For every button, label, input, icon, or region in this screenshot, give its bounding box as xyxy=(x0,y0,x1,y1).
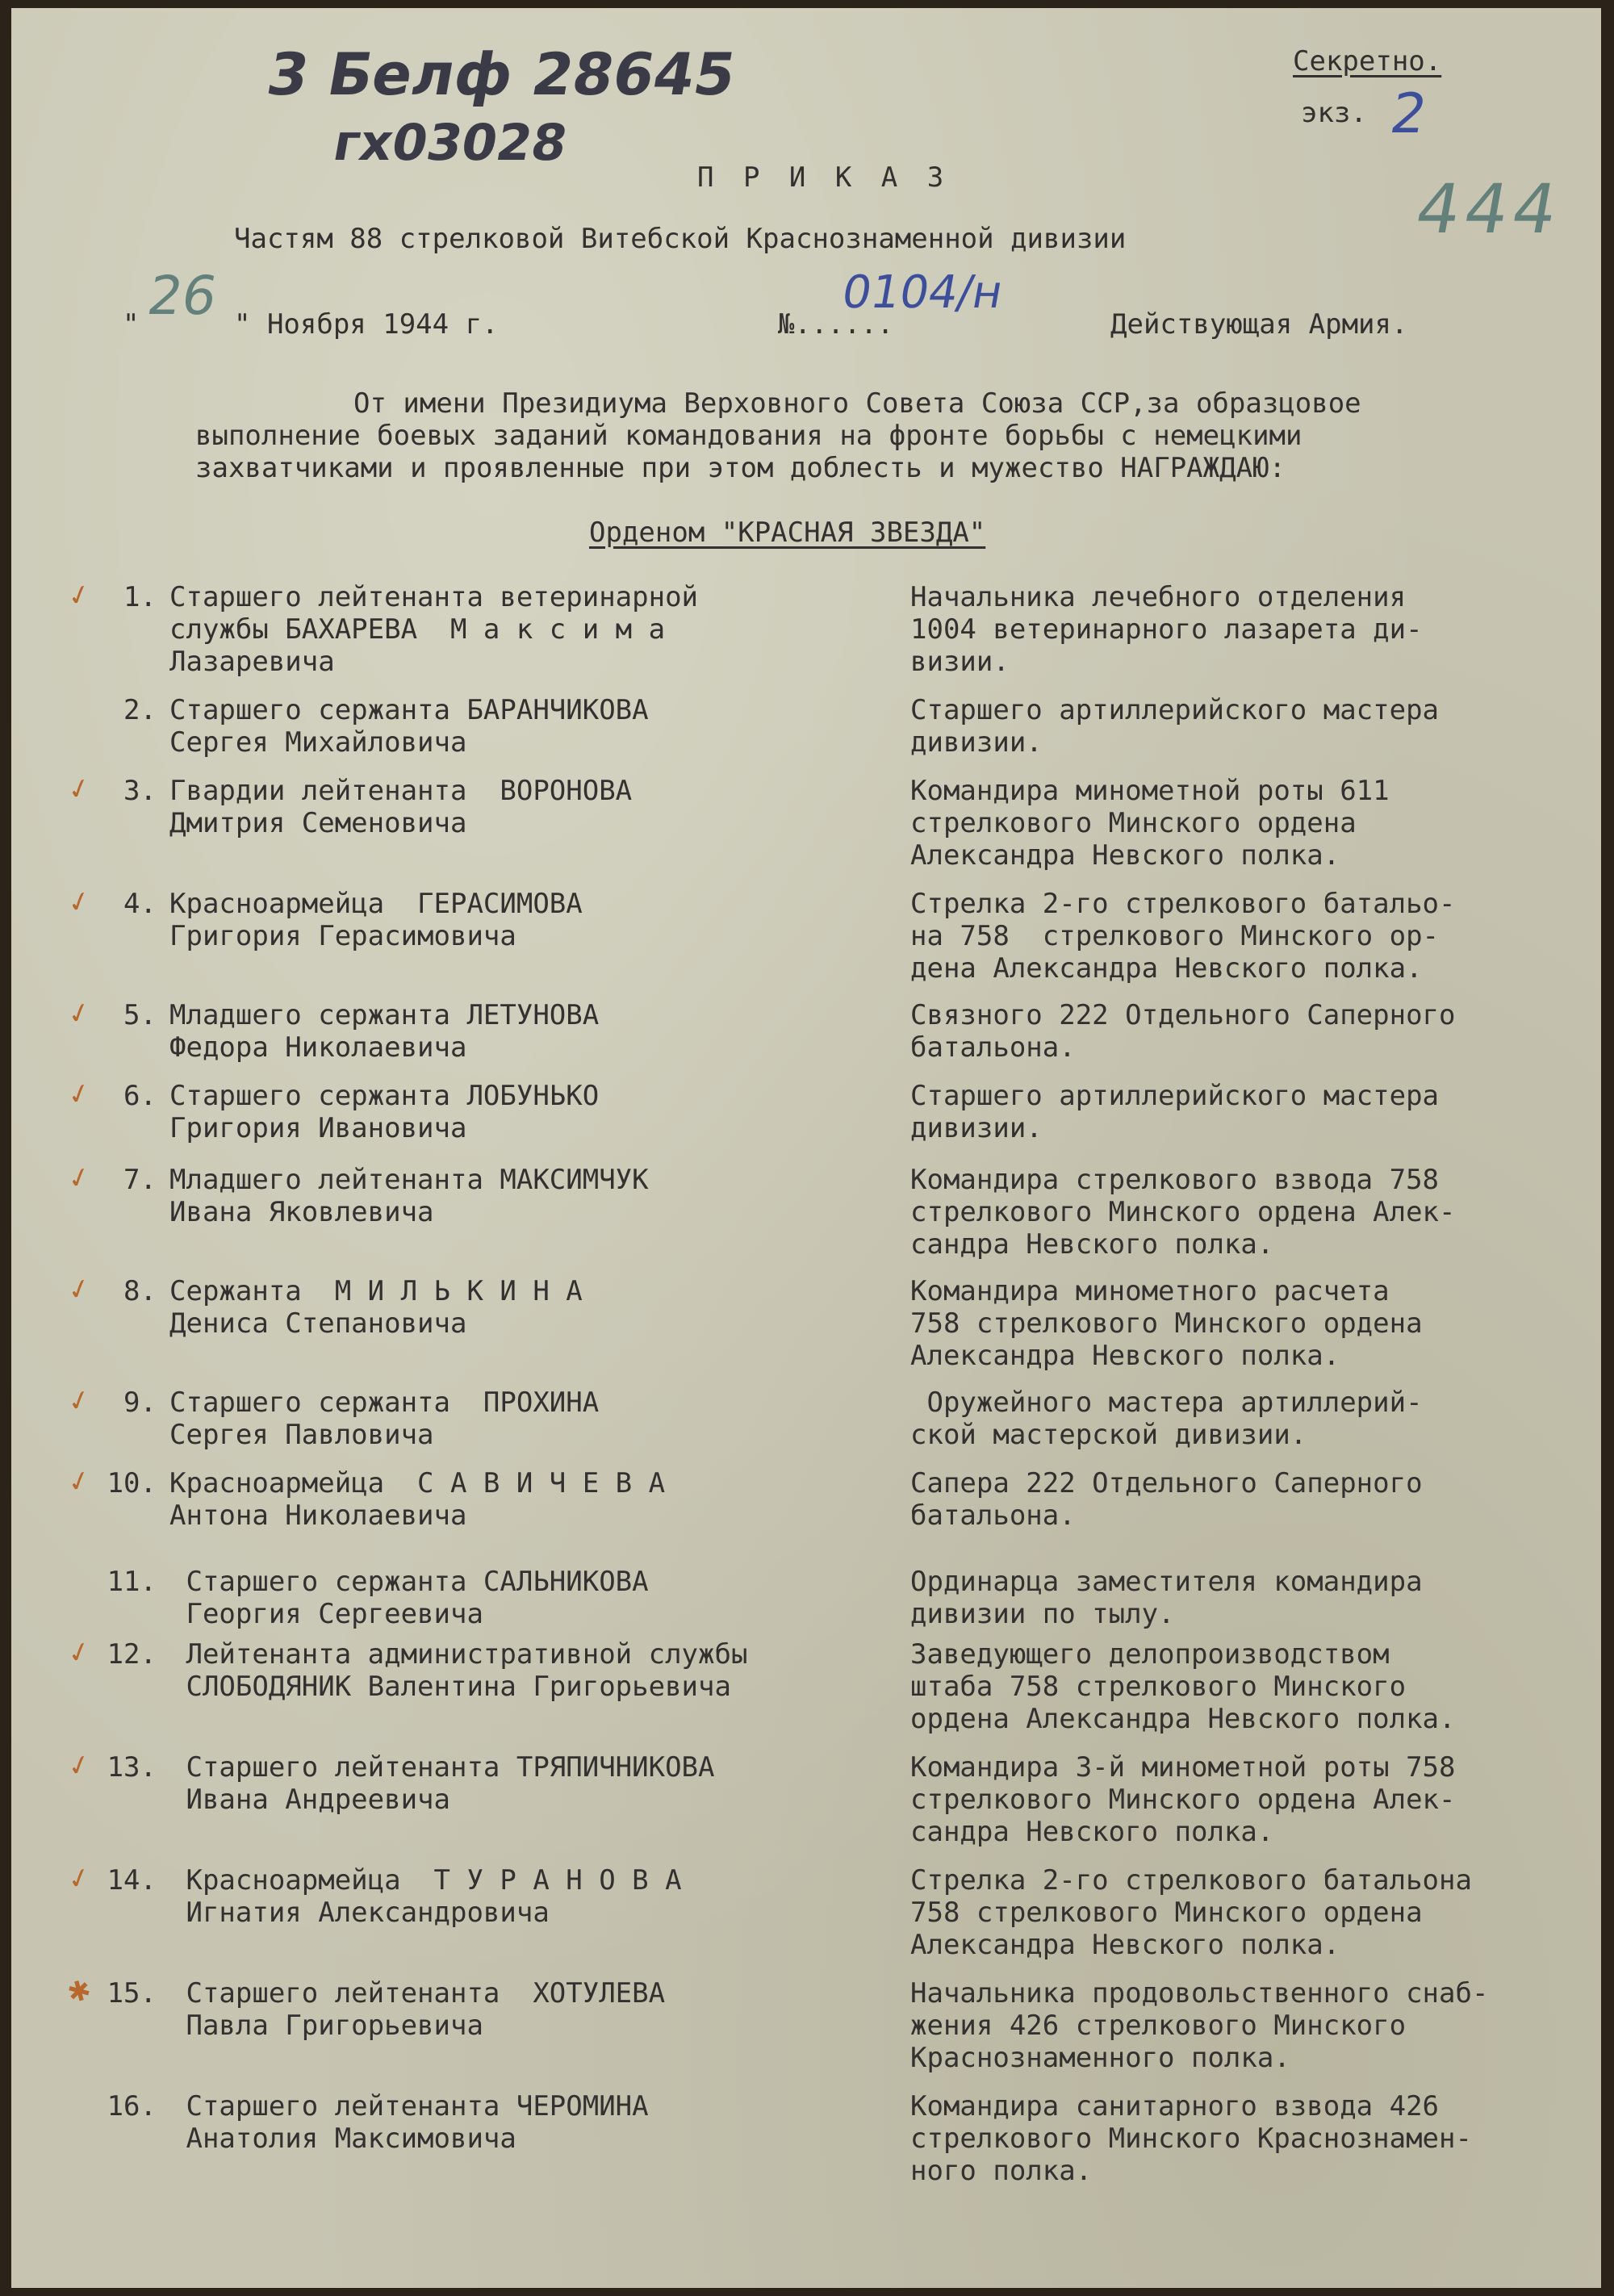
position-line: дена Александра Невского полка. xyxy=(910,952,1423,985)
recipient-line: Старшего сержанта ЛОБУНЬКО xyxy=(169,1080,600,1112)
check-mark-icon: ✓ xyxy=(64,1075,95,1114)
award-number: 9. xyxy=(123,1386,157,1419)
check-mark-icon: ✓ xyxy=(64,1462,95,1501)
award-number: 14. xyxy=(107,1864,157,1897)
recipient-position xyxy=(910,1080,1572,1144)
award-number: 4. xyxy=(123,888,157,920)
check-mark-icon: ✓ xyxy=(64,576,95,615)
check-mark-icon: ✓ xyxy=(64,1633,95,1672)
check-mark-icon: ✓ xyxy=(64,1159,95,1198)
position-line: Командира 3-й минометной роты 758 xyxy=(910,1751,1456,1784)
position-line: Сапера 222 Отдельного Саперного xyxy=(910,1467,1423,1499)
archive-number-second: гх03028 xyxy=(328,113,572,172)
position-line: 758 стрелкового Минского ордена xyxy=(910,1307,1423,1340)
recipient-line: Георгия Сергеевича xyxy=(169,1598,483,1630)
position-line: Командира санитарного взвода 426 xyxy=(910,2090,1440,2122)
position-line: штаба 758 стрелкового Минского xyxy=(910,1671,1407,1703)
recipient-line: Сергея Михайловича xyxy=(169,726,467,759)
recipient-name xyxy=(169,888,863,952)
copy-prefix: экз. xyxy=(1301,97,1367,129)
recipient-line: Сергея Павловича xyxy=(169,1419,434,1451)
position-line: Стрелка 2-го стрелкового батальона xyxy=(910,1864,1472,1897)
recipient-line: Красноармейца Т У Р А Н О В А xyxy=(169,1864,682,1897)
position-line: батальона. xyxy=(910,1499,1076,1532)
position-line: Начальника продовольственного снаб- xyxy=(910,1977,1489,2010)
handwritten-order-number: 0104/н xyxy=(838,266,1007,319)
document-page xyxy=(11,8,1601,2288)
recipient-position xyxy=(910,888,1572,985)
award-number: 2. xyxy=(123,694,157,726)
recipient-position xyxy=(910,1864,1572,1961)
award-list xyxy=(11,8,1601,2288)
award-number: 3. xyxy=(123,775,157,807)
archive-number-top: 3 Белф 28645 xyxy=(261,40,742,108)
recipient-line: Ивана Андреевича xyxy=(169,1784,450,1816)
position-line: стрелкового Минского Краснознамен- xyxy=(910,2122,1472,2155)
position-line: Заведующего делопроизводством xyxy=(910,1638,1390,1671)
position-line: ской мастерской дивизии. xyxy=(910,1419,1307,1451)
copy-number: 2 xyxy=(1386,82,1432,146)
recipient-line: Старшего лейтенанта ЧЕРОМИНА xyxy=(169,2090,649,2122)
recipient-line: Сержанта М И Л Ь К И Н А xyxy=(169,1275,583,1307)
recipient-line: Лейтенанта административной службы xyxy=(169,1638,748,1671)
position-line: Командира стрелкового взвода 758 xyxy=(910,1164,1440,1196)
award-number: 8. xyxy=(123,1275,157,1307)
recipient-position xyxy=(910,999,1572,1064)
preamble-line-3: захватчиками и проявленные при этом доблесть и мужество НАГРАЖДАЮ: xyxy=(195,452,1286,484)
position-line: дивизии. xyxy=(910,1112,1043,1144)
position-line: Старшего артиллерийского мастера xyxy=(910,694,1440,726)
position-line: сандра Невского полка. xyxy=(910,1228,1274,1261)
order-name-heading: Орденом "КРАСНАЯ ЗВЕЗДА" xyxy=(589,516,986,549)
position-line: ордена Александра Невского полка. xyxy=(910,1703,1456,1735)
check-mark-icon: ✓ xyxy=(64,994,95,1033)
order-place: Действующая Армия. xyxy=(1110,308,1408,341)
recipient-line: Антона Николаевича xyxy=(169,1499,467,1532)
recipient-line: Григория Герасимовича xyxy=(169,920,516,952)
award-number: 1. xyxy=(123,581,157,613)
award-number: 10. xyxy=(107,1467,157,1499)
position-line: Александра Невского полка. xyxy=(910,1929,1340,1961)
secrecy-label: Секретно. xyxy=(1293,45,1442,77)
check-mark-icon: ✓ xyxy=(64,1382,95,1420)
recipient-name xyxy=(169,1275,863,1340)
recipient-line: Григория Ивановича xyxy=(169,1112,467,1144)
recipient-line: Красноармейца ГЕРАСИМОВА xyxy=(169,888,583,920)
recipient-line: Старшего лейтенанта ХОТУЛЕВА xyxy=(169,1977,666,2010)
award-number: 7. xyxy=(123,1164,157,1196)
sheet-number: 444 xyxy=(1410,169,1568,249)
award-number: 13. xyxy=(107,1751,157,1784)
position-line: Командира минометной роты 611 xyxy=(910,775,1390,807)
recipient-position xyxy=(910,1386,1572,1451)
recipient-position xyxy=(910,1977,1572,2074)
position-line: ного полка. xyxy=(910,2155,1093,2187)
check-mark-icon: ✓ xyxy=(64,770,95,809)
award-number: 16. xyxy=(107,2090,157,2122)
award-number: 5. xyxy=(123,999,157,1031)
position-line: визии. xyxy=(910,646,1010,678)
position-line: Начальника лечебного отделения xyxy=(910,581,1407,613)
recipient-line: Младшего сержанта ЛЕТУНОВА xyxy=(169,999,600,1031)
recipient-line: Дениса Степановича xyxy=(169,1307,467,1340)
position-line: Ординарца заместителя командира xyxy=(910,1566,1423,1598)
recipient-name xyxy=(169,694,863,759)
position-line: Командира минометного расчета xyxy=(910,1275,1390,1307)
recipient-line: Федора Николаевича xyxy=(169,1031,467,1064)
recipient-position xyxy=(910,1275,1572,1372)
recipient-position xyxy=(910,581,1572,678)
recipient-name xyxy=(169,1638,863,1703)
recipient-line: Старшего лейтенанта ветеринарной xyxy=(169,581,699,613)
position-line: Стрелка 2-го стрелкового батальо- xyxy=(910,888,1456,920)
recipient-line: Дмитрия Семеновича xyxy=(169,807,467,839)
recipient-name xyxy=(169,2090,863,2155)
recipient-position xyxy=(910,694,1572,759)
recipient-name xyxy=(169,1080,863,1144)
position-line: 1004 ветеринарного лазарета ди- xyxy=(910,613,1423,646)
recipient-line: Павла Григорьевича xyxy=(169,2010,483,2042)
recipient-line: службы БАХАРЕВА М а к с и м а xyxy=(169,613,666,646)
check-mark-icon: ✱ xyxy=(64,1972,95,2011)
recipient-name xyxy=(169,1566,863,1630)
check-mark-icon: ✓ xyxy=(64,883,95,922)
recipient-line: Старшего лейтенанта ТРЯПИЧНИКОВА xyxy=(169,1751,715,1784)
recipient-line: Красноармейца С А В И Ч Е В А xyxy=(169,1467,666,1499)
position-line: сандра Невского полка. xyxy=(910,1816,1274,1848)
recipient-name xyxy=(169,581,863,678)
recipient-position xyxy=(910,1638,1572,1735)
recipient-line: Анатолия Максимовича xyxy=(169,2122,516,2155)
position-line: дивизии. xyxy=(910,726,1043,759)
award-number: 11. xyxy=(107,1566,157,1598)
position-line: Александра Невского полка. xyxy=(910,1340,1340,1372)
recipient-position xyxy=(910,1751,1572,1848)
position-line: Краснознаменного полка. xyxy=(910,2042,1290,2074)
award-number: 12. xyxy=(107,1638,157,1671)
position-line: на 758 стрелкового Минского ор- xyxy=(910,920,1440,952)
recipient-line: СЛОБОДЯНИК Валентина Григорьевича xyxy=(169,1671,731,1703)
check-mark-icon: ✓ xyxy=(64,1746,95,1785)
recipient-name xyxy=(169,775,863,839)
award-number: 15. xyxy=(107,1977,157,2010)
position-line: 758 стрелкового Минского ордена xyxy=(910,1897,1423,1929)
recipient-name xyxy=(169,999,863,1064)
position-line: Связного 222 Отдельного Саперного xyxy=(910,999,1456,1031)
check-mark-icon: ✓ xyxy=(64,1270,95,1309)
position-line: стрелкового Минского ордена xyxy=(910,807,1357,839)
date-open-quote: " xyxy=(123,308,140,341)
recipient-name xyxy=(169,1164,863,1228)
position-line: дивизии по тылу. xyxy=(910,1598,1175,1630)
order-date: " Ноября 1944 г. xyxy=(234,308,499,341)
recipient-name xyxy=(169,1977,863,2042)
award-number: 6. xyxy=(123,1080,157,1112)
recipient-line: Старшего сержанта САЛЬНИКОВА xyxy=(169,1566,649,1598)
position-line: стрелкового Минского ордена Алек- xyxy=(910,1784,1456,1816)
recipient-line: Гвардии лейтенанта ВОРОНОВА xyxy=(169,775,633,807)
addressee-line: Частям 88 стрелковой Витебской Краснознаменной дивизии xyxy=(234,223,1127,255)
position-line: жения 426 стрелкового Минского xyxy=(910,2010,1407,2042)
order-number-label: №...... xyxy=(778,308,894,341)
position-line: стрелкового Минского ордена Алек- xyxy=(910,1196,1456,1228)
handwritten-day: 26 xyxy=(143,265,222,327)
recipient-line: Младшего лейтенанта МАКСИМЧУК xyxy=(169,1164,649,1196)
position-line: Оружейного мастера артиллерий- xyxy=(910,1386,1423,1419)
preamble-line-1: От имени Президиума Верховного Совета Союза ССР,за образцовое xyxy=(353,387,1361,420)
recipient-position xyxy=(910,1164,1572,1261)
recipient-line: Старшего сержанта ПРОХИНА xyxy=(169,1386,600,1419)
recipient-position xyxy=(910,2090,1572,2187)
document-title: П Р И К А З xyxy=(697,161,951,194)
recipient-line: Старшего сержанта БАРАНЧИКОВА xyxy=(169,694,649,726)
preamble-line-2: выполнение боевых заданий командования на фронте борьбы с немецкими xyxy=(195,420,1302,452)
recipient-position xyxy=(910,1566,1572,1630)
check-mark-icon: ✓ xyxy=(64,1859,95,1898)
position-line: Александра Невского полка. xyxy=(910,839,1340,872)
recipient-position xyxy=(910,1467,1572,1532)
recipient-line: Лазаревича xyxy=(169,646,335,678)
recipient-name xyxy=(169,1386,863,1451)
recipient-name xyxy=(169,1467,863,1532)
recipient-line: Игнатия Александровича xyxy=(169,1897,550,1929)
position-line: батальона. xyxy=(910,1031,1076,1064)
position-line: Старшего артиллерийского мастера xyxy=(910,1080,1440,1112)
recipient-position xyxy=(910,775,1572,872)
recipient-name xyxy=(169,1864,863,1929)
recipient-name xyxy=(169,1751,863,1816)
recipient-line: Ивана Яковлевича xyxy=(169,1196,434,1228)
